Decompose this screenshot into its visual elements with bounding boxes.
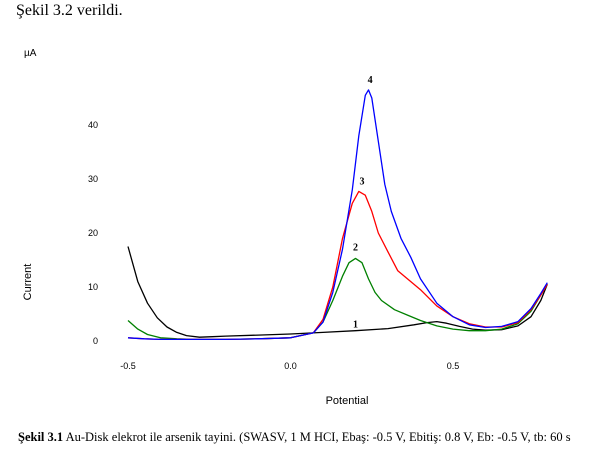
- series-line-3: [128, 191, 547, 339]
- x-tick-label: 0.0: [284, 361, 297, 371]
- y-tick-label: 30: [87, 174, 98, 184]
- y-axis-label: Current: [22, 263, 34, 301]
- y-tick-label: 40: [87, 120, 98, 130]
- peak-label: 1: [353, 319, 358, 331]
- caption-label: Şekil 3.1: [18, 430, 64, 444]
- y-tick-label: 20: [87, 228, 98, 238]
- x-tick-label: 0.5: [446, 361, 460, 371]
- peak-label: 4: [367, 74, 373, 86]
- y-unit-label: µA: [24, 48, 37, 59]
- x-axis-label: Potential: [325, 395, 369, 407]
- peak-label: 3: [359, 176, 365, 188]
- y-tick-label: 0: [92, 336, 98, 346]
- body-text-line: Şekil 3.2 verildi.: [16, 2, 123, 19]
- x-tick-label: -0.5: [120, 361, 136, 371]
- peak-label: 2: [353, 242, 358, 254]
- y-tick-label: 10: [87, 282, 98, 292]
- figure-caption: [18, 430, 571, 445]
- series-line-4: [128, 90, 547, 340]
- caption-text: Au-Disk elekrot ile arsenik tayini. (SWASV, 1 M HCI, Ebaş: -0.5 V, Ebitiş: 0.8 V, Eb: -0.5 V, tb: 60 s: [63, 430, 571, 444]
